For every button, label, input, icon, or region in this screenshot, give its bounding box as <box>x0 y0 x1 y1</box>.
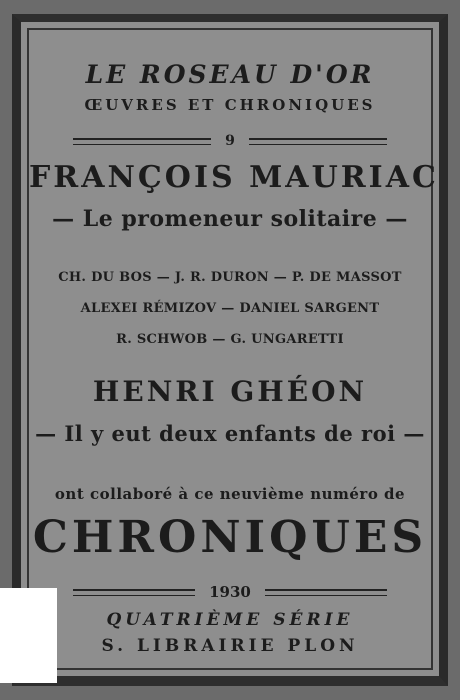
cover-inner-frame <box>27 28 439 670</box>
series-title: LE ROSEAU D'OR <box>85 60 375 89</box>
contributors-line-1: CH. DU BOS — J. R. DURON — P. DE MASSOT <box>58 270 402 285</box>
publication-year: 1930 <box>209 583 251 601</box>
rule-right <box>265 589 387 596</box>
collaboration-line: ont collaboré à ce neuvième numéro de <box>54 485 406 503</box>
book-cover <box>12 14 448 686</box>
main-work-title: — Le promeneur solitaire — <box>52 206 408 232</box>
main-author: FRANÇOIS MAURIAC <box>29 160 439 195</box>
rule-right <box>249 138 387 145</box>
publisher-name: S. LIBRAIRIE PLON <box>101 636 359 656</box>
series-number-line: QUATRIÈME SÉRIE <box>106 610 354 630</box>
contributors-line-2: ALEXEI RÉMIZOV — DANIEL SARGENT <box>80 301 380 316</box>
issue-number: 9 <box>225 133 235 149</box>
library-label-patch <box>0 588 57 683</box>
second-author: HENRI GHÉON <box>92 375 368 408</box>
issue-number-rule <box>73 133 387 149</box>
second-work-title: — Il y eut deux enfants de roi — <box>35 421 425 446</box>
rule-left <box>73 138 211 145</box>
contributors-line-3: R. SCHWOB — G. UNGARETTI <box>116 332 344 347</box>
series-subtitle: ŒUVRES ET CHRONIQUES <box>84 96 376 114</box>
rule-left <box>73 589 195 596</box>
year-rule <box>73 583 387 601</box>
chroniques-heading: CHRONIQUES <box>32 512 428 563</box>
